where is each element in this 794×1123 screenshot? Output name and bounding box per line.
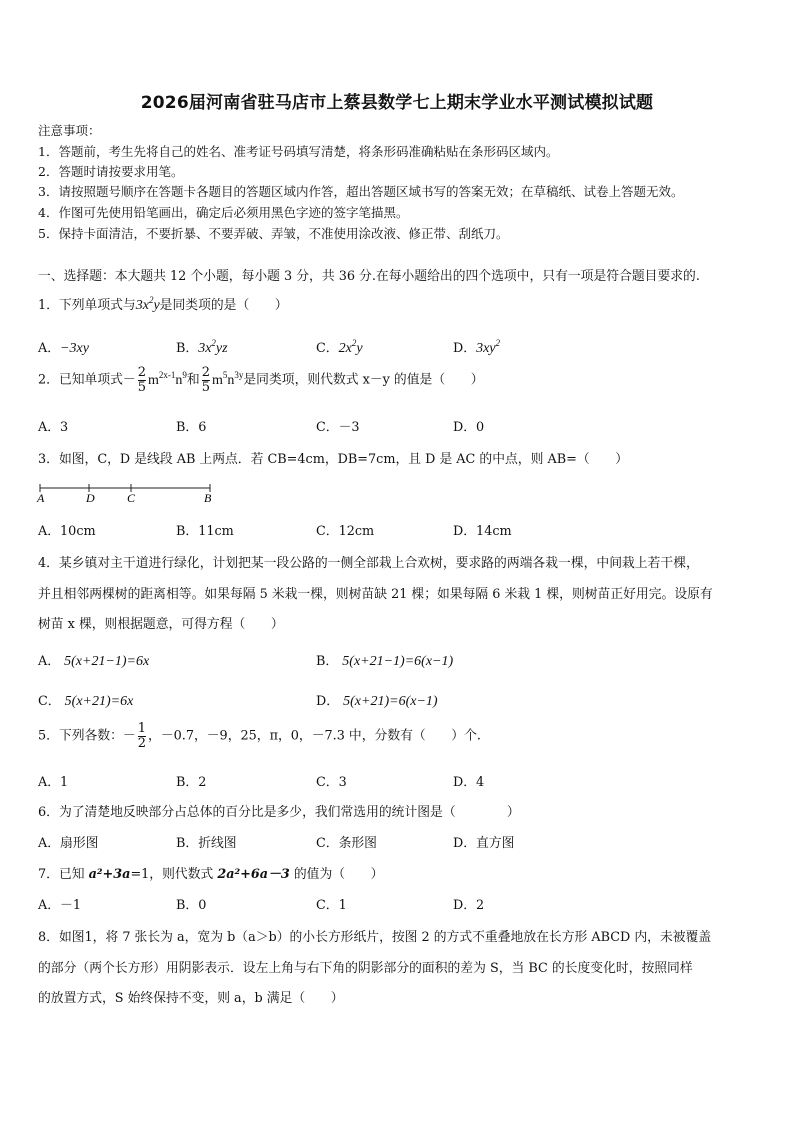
q3-option-c[interactable]: C．12cm — [316, 524, 375, 539]
q1-option-d[interactable]: D．$3xy^2$ — [453, 338, 500, 356]
q5-option-b[interactable]: B．2 — [176, 775, 207, 790]
q4-option-a[interactable]: A． 5(x+21−1)=6x — [38, 654, 150, 669]
question-3-stem: 3．如图，C，D 是线段 AB 上两点．若 CB=4cm，DB=7cm，且 D 是 AC 的中点，则 AB=（ ） — [38, 452, 629, 467]
q3-option-a[interactable]: A．10cm — [38, 524, 96, 539]
question-5-stem: 5．下列各数：－ $\frac{1}{2}$ ，－0.7，－9，25，π，0，－7.3 中，分数有（ ）个. — [38, 721, 481, 751]
q7-option-b[interactable]: B．0 — [176, 898, 207, 913]
q6-option-d[interactable]: D．直方图 — [453, 836, 515, 851]
q6-option-a[interactable]: A．扇形图 — [38, 836, 99, 851]
note-item: 1．答题前，考生先将自己的姓名、准考证号码填写清楚，将条形码准确粘贴在条形码区域内。 — [38, 144, 559, 159]
q5-option-d[interactable]: D．4 — [453, 775, 485, 790]
question-4-line: 4．某乡镇对主干道进行绿化，计划把某一段公路的一侧全部栽上合欢树，要求路的两端各栽一棵，中间栽上若干棵， — [38, 556, 699, 571]
q4-option-d[interactable]: D． 5(x+21)=6(x−1) — [316, 694, 438, 709]
question-1-stem: 1．下列单项式与$3x^2y$是同类项的是（ ） — [38, 295, 288, 313]
q7-option-c[interactable]: C．1 — [316, 898, 347, 913]
q1-option-a[interactable]: A．−3xy — [38, 341, 89, 356]
q3-option-b[interactable]: B．11cm — [176, 524, 234, 539]
question-8-line: 的部分（两个长方形）用阴影表示．设左上角与右下角的阴影部分的面积的差为 S，当 BC 的长度变化时，按照同样 — [38, 961, 693, 976]
point-label-b: B — [204, 491, 212, 505]
q5-option-c[interactable]: C．3 — [316, 775, 347, 790]
q4-option-c[interactable]: C． 5(x+21)=6x — [38, 694, 134, 709]
question-6-stem: 6．为了清楚地反映部分占总体的百分比是多少，我们常选用的统计图是（ ） — [38, 805, 520, 820]
line-segment-diagram — [34, 478, 219, 506]
q2-fraction-2: $\frac{2}{5}$ — [201, 365, 210, 395]
section-heading: 一、选择题：本大题共 12 个小题，每小题 3 分，共 36 分.在每小题给出的四个选项中，只有一项是符合题目要求的. — [38, 269, 700, 284]
page-title: 2026届河南省驻马店市上蔡县数学七上期末学业水平测试模拟试题 — [140, 93, 654, 113]
point-label-c: C — [127, 491, 136, 505]
q7-option-a[interactable]: A．－1 — [38, 898, 81, 913]
q5-fraction: $\frac{1}{2}$ — [137, 721, 147, 751]
q7-option-d[interactable]: D．2 — [453, 898, 485, 913]
q2-option-a[interactable]: A．3 — [38, 420, 69, 435]
note-item: 4．作图可先使用铅笔画出，确定后必须用黑色字迹的签字笔描黑。 — [38, 205, 409, 220]
q1-expression: $3x^2y$ — [135, 295, 160, 313]
question-8-line: 8．如图1，将 7 张长为 a，宽为 b（a＞b）的小长方形纸片，按图 2 的方式不重叠地放在长方形 ABCD 内，未被覆盖 — [38, 930, 712, 945]
q3-option-d[interactable]: D．14cm — [453, 524, 512, 539]
q6-option-b[interactable]: B．折线图 — [176, 836, 237, 851]
notes-heading: 注意事项： — [38, 123, 101, 138]
question-4-line: 树苗 x 棵，则根据题意，可得方程（ ） — [38, 617, 284, 632]
q5-option-a[interactable]: A．1 — [38, 775, 69, 790]
q2-option-d[interactable]: D．0 — [453, 420, 485, 435]
q1-option-c[interactable]: C．$2x^2y$ — [316, 338, 363, 356]
question-8-line: 的放置方式，S 始终保持不变，则 a，b 满足（ ） — [38, 991, 344, 1006]
note-item: 5．保持卡面清洁，不要折暴、不要弄破、弄皱，不准使用涂改液、修正带、刮纸刀。 — [38, 226, 509, 241]
question-7-stem: 7．已知 a²+3a=1，则代数式 2a²+6a－3 的值为（ ） — [38, 867, 384, 882]
q4-option-b[interactable]: B． 5(x+21−1)=6(x−1) — [316, 654, 454, 669]
q2-fraction: $\frac{2}{5}$ — [137, 365, 147, 395]
note-item: 2．答题时请按要求用笔。 — [38, 164, 184, 179]
question-2-stem: 2．已知单项式－ $\frac{2}{5}$ $m^{2x-1}n^9$和 $\frac{2}{5}$ $m^5n^{3y}$是同类项，则代数式 x－y 的值是（ ） — [38, 365, 484, 395]
q6-option-c[interactable]: C．条形图 — [316, 836, 377, 851]
point-label-a: A — [37, 491, 45, 505]
point-label-d: D — [86, 491, 95, 505]
q2-option-b[interactable]: B．6 — [176, 420, 207, 435]
q2-option-c[interactable]: C．－3 — [316, 420, 360, 435]
note-item: 3．请按照题号顺序在答题卡各题目的答题区域内作答，超出答题区域书写的答案无效；在草稿纸、试卷上答题无效。 — [38, 184, 684, 199]
q1-option-b[interactable]: B．$3x^2yz$ — [176, 338, 228, 356]
question-4-line: 并且相邻两棵树的距离相等。如果每隔 5 米栽一棵，则树苗缺 21 棵；如果每隔 6 米栽 1 棵，则树苗正好用完。设原有 — [38, 587, 713, 602]
